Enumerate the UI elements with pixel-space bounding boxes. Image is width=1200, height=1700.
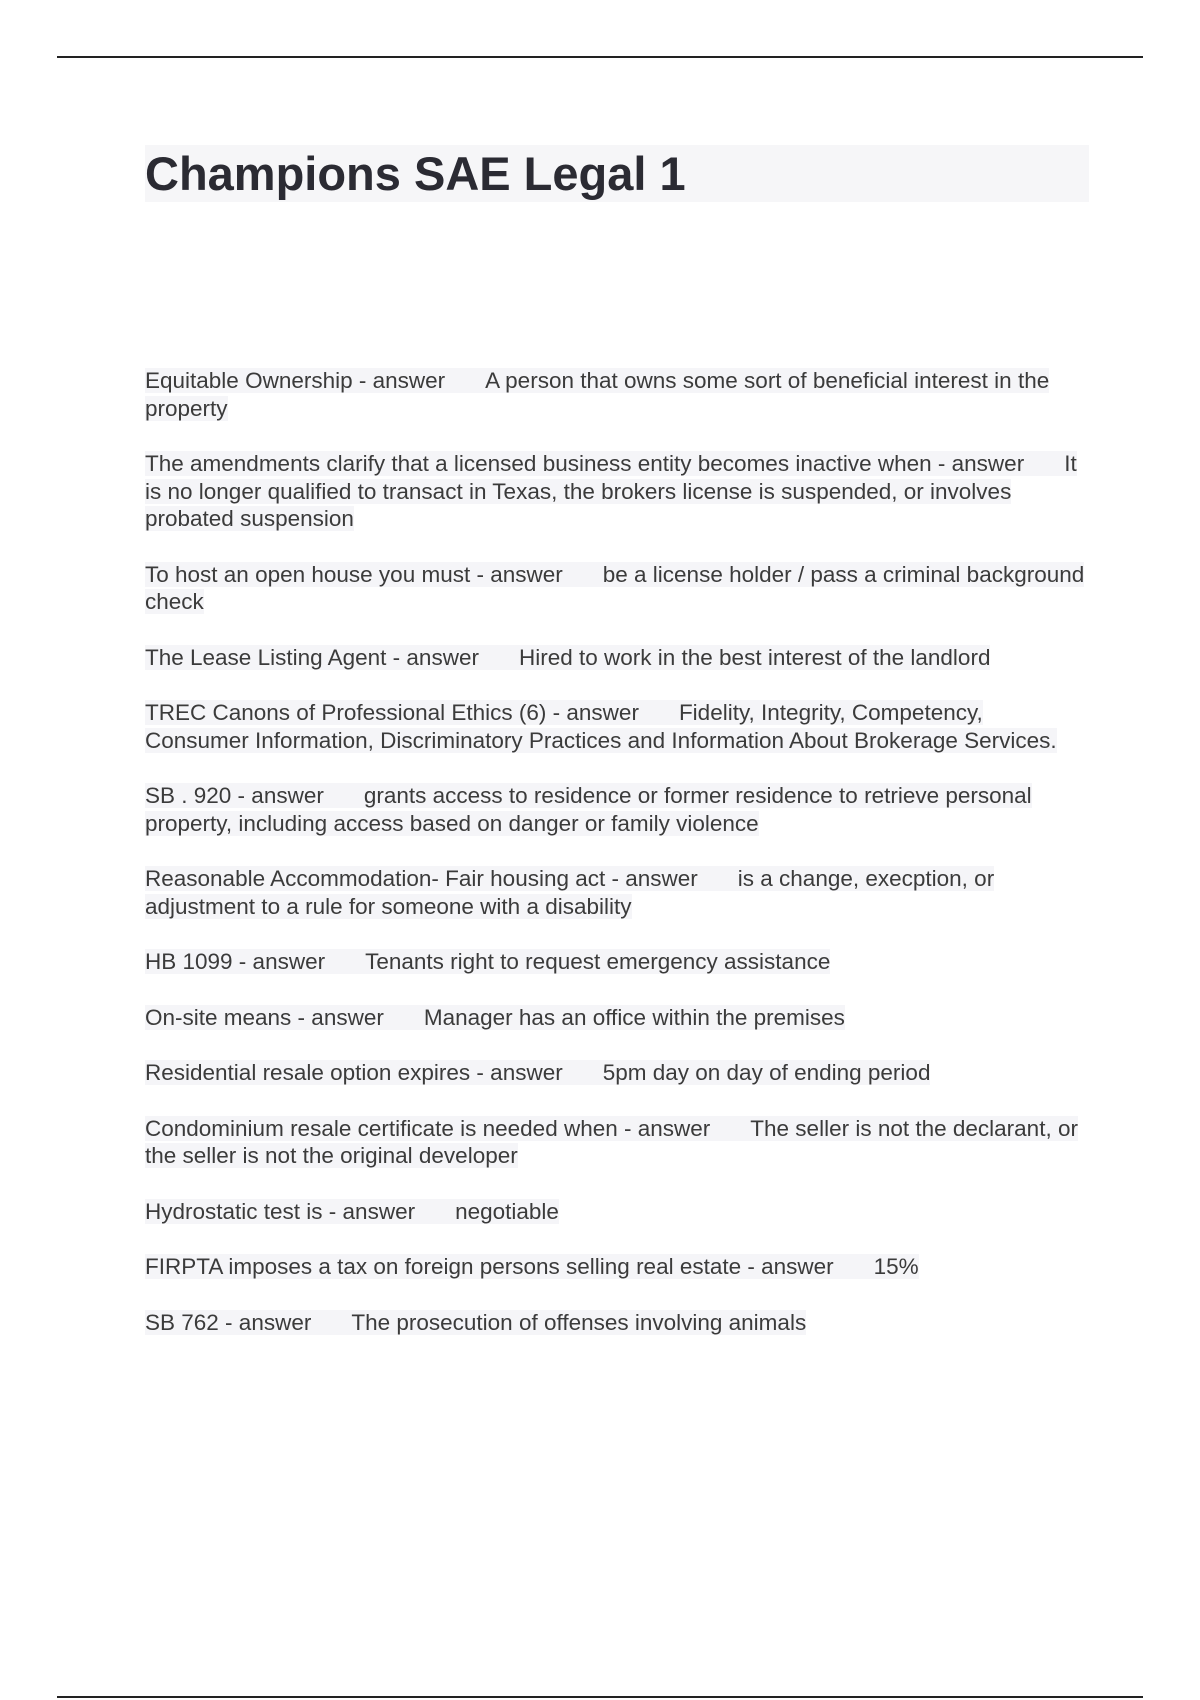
qa-item — [145, 1059, 1085, 1087]
bottom-divider — [57, 1696, 1143, 1698]
qa-item — [145, 865, 1085, 920]
qa-item — [145, 948, 1085, 976]
qa-item — [145, 1115, 1085, 1170]
qa-answer: 15% — [873, 1254, 919, 1279]
top-divider — [57, 56, 1143, 58]
qa-term: Hydrostatic test is - answer — [145, 1198, 416, 1224]
qa-term: On-site means - answer — [145, 1004, 384, 1030]
qa-term: The amendments clarify that a licensed business entity becomes inactive when - answer — [145, 451, 1025, 476]
qa-term: Condominium resale certificate is needed when - answer — [145, 1115, 711, 1141]
qa-item — [145, 367, 1085, 422]
qa-answer: negotiable — [455, 1198, 559, 1224]
qa-answer: be a license holder / pass a criminal background check — [145, 561, 1085, 614]
qa-answer: Hired to work in the best interest of the landlord — [518, 644, 991, 670]
qa-item — [145, 1253, 1085, 1281]
qa-answer: is a change, execption, or adjustment to a rule for someone with a disability — [145, 866, 995, 919]
qa-term: Residential resale option expires - answer — [145, 1060, 563, 1085]
document-title: Champions SAE Legal 1 — [145, 147, 686, 200]
qa-term: TREC Canons of Professional Ethics (6) - answer — [145, 700, 639, 725]
qa-item — [145, 782, 1085, 837]
qa-answer: Fidelity, Integrity, Competency, Consumer Information, Discriminatory Practices and Information About Brokerage Services. — [145, 700, 1057, 753]
qa-item — [145, 561, 1085, 616]
qa-term: The Lease Listing Agent - answer — [145, 644, 479, 670]
qa-term: SB . 920 - answer — [145, 783, 324, 808]
qa-item — [145, 1004, 1085, 1032]
qa-item — [145, 699, 1085, 754]
qa-term: SB 762 - answer — [145, 1309, 312, 1335]
qa-answer: It is no longer qualified to transact in Texas, the brokers license is suspended, or involves probated suspension — [145, 451, 1077, 531]
qa-answer: The seller is not the declarant, or the seller is not the original developer — [145, 1115, 1078, 1168]
qa-answer: 5pm day on day of ending period — [602, 1060, 931, 1085]
qa-answer: A person that owns some sort of beneficial interest in the property — [145, 368, 1050, 421]
qa-term: Equitable Ownership - answer — [145, 368, 446, 393]
qa-answer: Tenants right to request emergency assistance — [365, 949, 831, 974]
qa-answer: grants access to residence or former residence to retrieve personal property, including access based on danger or family violence — [145, 783, 1032, 836]
qa-answer: Manager has an office within the premises — [423, 1004, 845, 1030]
qa-answer: The prosecution of offenses involving animals — [351, 1309, 807, 1335]
qa-item — [145, 1309, 1085, 1337]
qa-term: Reasonable Accommodation- Fair housing act - answer — [145, 866, 698, 891]
qa-term: HB 1099 - answer — [145, 949, 326, 974]
qa-item — [145, 450, 1085, 533]
qa-list — [145, 367, 1085, 1364]
qa-item — [145, 1198, 1085, 1226]
qa-item — [145, 644, 1085, 672]
qa-term: FIRPTA imposes a tax on foreign persons selling real estate - answer — [145, 1254, 834, 1279]
qa-term: To host an open house you must - answer — [145, 561, 563, 587]
